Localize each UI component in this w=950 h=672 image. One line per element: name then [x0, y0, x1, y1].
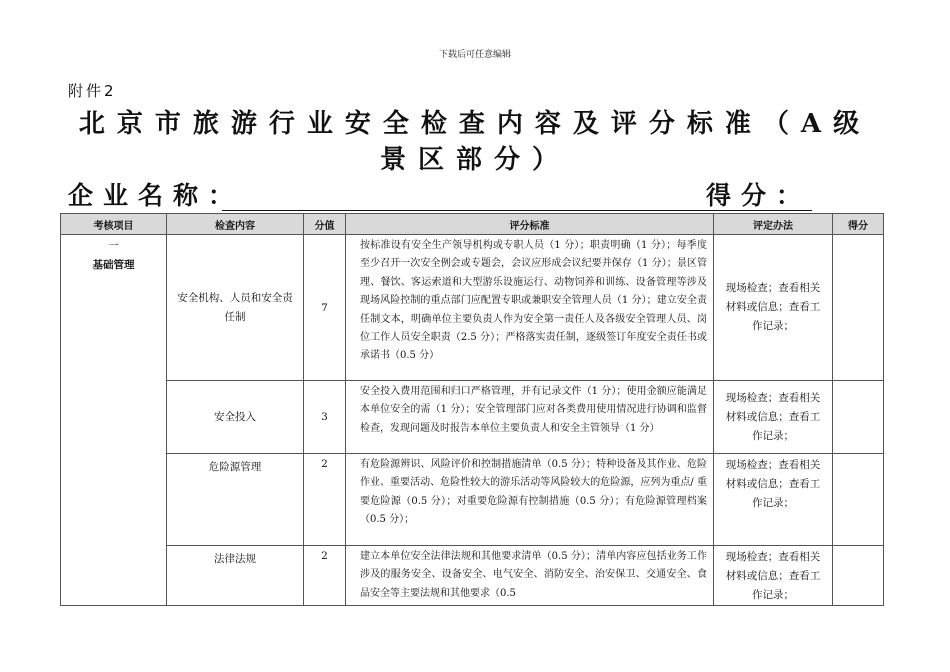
- row-method: 现场检查；查看相关材料或信息；查看工作记录；: [714, 546, 833, 606]
- table-row: [61, 454, 884, 546]
- attachment-label: 附件2: [68, 82, 117, 100]
- header-got: 得分: [833, 214, 884, 235]
- row-criteria: 有危险源辨识、风险评价和控制措施清单（0.5 分）；特种设备及其作业、危险作业、重要活动、危险性较大的游乐活动等风险较大的危险源，应列为重点/ 重要危险源（0.5 分）；对重要危险源有控制措施（0.5 分）；有危险源管理档案（0.5 分）；: [346, 454, 714, 546]
- row-criteria: 按标准设有安全生产领导机构或专职人员（1 分）；职责明确（1 分）；每季度至少召开一次安全例会或专题会，会议应形成会议纪要并保存（1 分）；景区管理、餐饮、客运索道和大型游乐设施运行、动物饲养和训练、设备管理等涉及现场风险控制的重点部门应配置专职或兼职安全管理人员（1 分）；建立安全责任制文本，明确单位主要负责人作为安全第一责任人及各级安全管理人员、岗位工作人员安全职责（2.5 分）；严格落实责任制，逐级签订年度安全责任书或承诺书（0.5 分）: [346, 235, 714, 381]
- section-number: 一: [108, 240, 119, 252]
- row-content: 法律法规: [167, 546, 304, 606]
- header-criteria: 评分标准: [346, 214, 714, 235]
- total-score-label: 得分：: [706, 181, 812, 210]
- row-content: 安全投入: [167, 381, 304, 454]
- row-score: 2: [304, 546, 346, 606]
- header-content: 检查内容: [167, 214, 304, 235]
- header-method: 评定办法: [714, 214, 833, 235]
- header-item: 考核项目: [61, 214, 167, 235]
- table-row: [61, 381, 884, 454]
- row-got[interactable]: [833, 235, 884, 381]
- section-cell: [61, 235, 167, 606]
- row-score: 3: [304, 381, 346, 454]
- company-name-underline: [222, 210, 812, 211]
- row-criteria: 建立本单位安全法律法规和其他要求清单（0.5 分）；清单内容应包括业务工作涉及的服务安全、设备安全、电气安全、消防安全、治安保卫、交通安全、食品安全等主要法规和其他要求（0.5: [346, 546, 714, 606]
- row-got[interactable]: [833, 546, 884, 606]
- row-method: 现场检查；查看相关材料或信息；查看工作记录；: [714, 454, 833, 546]
- row-content: 安全机构、人员和安全责任制: [167, 235, 304, 381]
- row-criteria: 安全投入费用范围和归口严格管理，并有记录文件（1 分）；使用金额应能满足本单位安全的需（1 分）；安全管理部门应对各类费用使用情况进行协调和监督检查，发现问题及时报告本单位主要负责人和安全主管领导（1 分）: [346, 381, 714, 454]
- row-got[interactable]: [833, 454, 884, 546]
- header-score: 分值: [304, 214, 346, 235]
- row-method: 现场检查；查看相关材料或信息；查看工作记录；: [714, 235, 833, 381]
- inspection-table: [60, 213, 884, 606]
- document-title: 北京市旅游行业安全检查内容及评分标准（A级景区部分）: [78, 109, 872, 175]
- section-name: 基础管理: [92, 259, 135, 271]
- row-score: 2: [304, 454, 346, 546]
- row-got[interactable]: [833, 381, 884, 454]
- row-method: 现场检查；查看相关材料或信息；查看工作记录；: [714, 381, 833, 454]
- table-row: [61, 546, 884, 606]
- row-content: 危险源管理: [167, 454, 304, 546]
- company-name-label: 企业名称：: [68, 181, 244, 210]
- table-row: [61, 235, 884, 381]
- table-header-row: [61, 214, 884, 235]
- row-score: 7: [304, 235, 346, 381]
- header-note: 下载后可任意编辑: [438, 50, 511, 60]
